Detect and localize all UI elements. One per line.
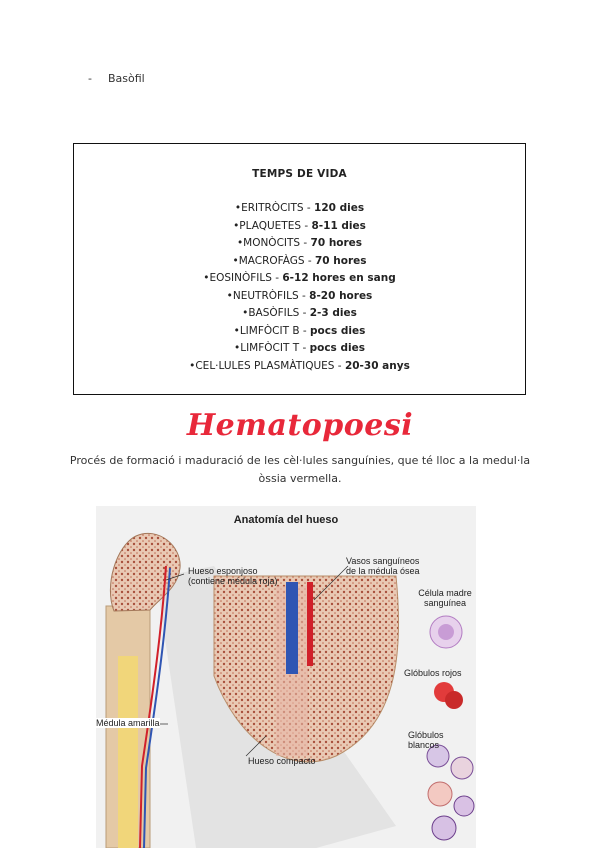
- cell-name: •BASÒFILS -: [242, 307, 310, 319]
- intro-line: òssia vermella.: [258, 472, 342, 485]
- label-white-cells: Glóbulos blancos: [408, 730, 444, 750]
- label-yellow-marrow: Médula amarilla: [96, 718, 160, 728]
- bullet-label: Basòfil: [108, 72, 145, 85]
- white-blood-cell: [428, 782, 452, 806]
- lifespan-row: [74, 358, 525, 376]
- cell-name: •CEL·LULES PLASMÀTIQUES -: [189, 359, 345, 372]
- label-compact-bone: Hueso compacto: [248, 756, 316, 766]
- white-blood-cell: [454, 796, 474, 816]
- lifespan-row: [74, 288, 525, 306]
- cell-lifespan: 8-11 dies: [311, 219, 366, 232]
- cell-name: •NEUTRÒFILS -: [226, 289, 310, 302]
- red-blood-cell: [445, 691, 463, 709]
- section-title: Hematopoesi: [186, 408, 414, 443]
- cell-name: •MONÒCITS -: [236, 237, 311, 249]
- figure-title: Anatomía del hueso: [233, 514, 339, 526]
- bullet-dash: -: [88, 72, 92, 85]
- intro-line: Procés de formació i maduració de les cèl·lules sanguínies, que té lloc a la medul·la: [69, 454, 531, 467]
- lifespan-box: [73, 143, 526, 395]
- cell-lifespan: 8-20 hores: [309, 289, 373, 302]
- cell-name: •ERITRÒCITS -: [234, 202, 315, 214]
- lifespan-row: [74, 323, 525, 341]
- cell-name: •EOSINÒFILS -: [203, 272, 283, 284]
- cell-lifespan: 70 hores: [314, 254, 367, 267]
- lifespan-title: TEMPS DE VIDA: [252, 168, 347, 180]
- cell-lifespan: pocs dies: [310, 324, 366, 337]
- lifespan-row: [74, 218, 525, 236]
- label-vessels: Vasos sanguíneos de la médula ósea: [346, 556, 420, 576]
- cell-name: •PLAQUETES -: [233, 219, 312, 232]
- label-red-cells: Glóbulos rojos: [404, 668, 462, 678]
- lifespan-row: [74, 305, 525, 323]
- cell-lifespan: pocs dies: [309, 342, 365, 354]
- lifespan-row: [74, 340, 525, 358]
- cell-name: •LIMFÒCIT T -: [234, 342, 310, 354]
- lifespan-row: [74, 235, 525, 253]
- cell-lifespan: 6-12 hores en sang: [282, 272, 396, 284]
- cell-lifespan: 2-3 dies: [309, 307, 357, 319]
- cell-name: •MACROFÀGS -: [232, 254, 315, 267]
- lifespan-list: [74, 200, 525, 375]
- top-bullet-item: [88, 72, 145, 85]
- intro-paragraph: [60, 452, 540, 488]
- cell-lifespan: 20-30 anys: [344, 359, 410, 372]
- cell-lifespan: 70 hores: [310, 237, 363, 249]
- lifespan-row: [74, 200, 525, 218]
- white-blood-cell: [451, 757, 473, 779]
- cell-lifespan: 120 dies: [314, 202, 365, 214]
- lifespan-row: [74, 253, 525, 271]
- label-stem-cell: Célula madre sanguínea: [418, 588, 472, 608]
- yellow-marrow: [118, 656, 138, 848]
- white-blood-cell: [432, 816, 456, 840]
- cell-name: •LIMFÒCIT B -: [233, 324, 310, 337]
- lifespan-row: [74, 270, 525, 288]
- bone-anatomy-figure: [96, 506, 476, 848]
- label-spongy-bone: Hueso esponjoso (contiene médula roja): [188, 566, 278, 586]
- stem-cell-nucleus: [438, 624, 454, 640]
